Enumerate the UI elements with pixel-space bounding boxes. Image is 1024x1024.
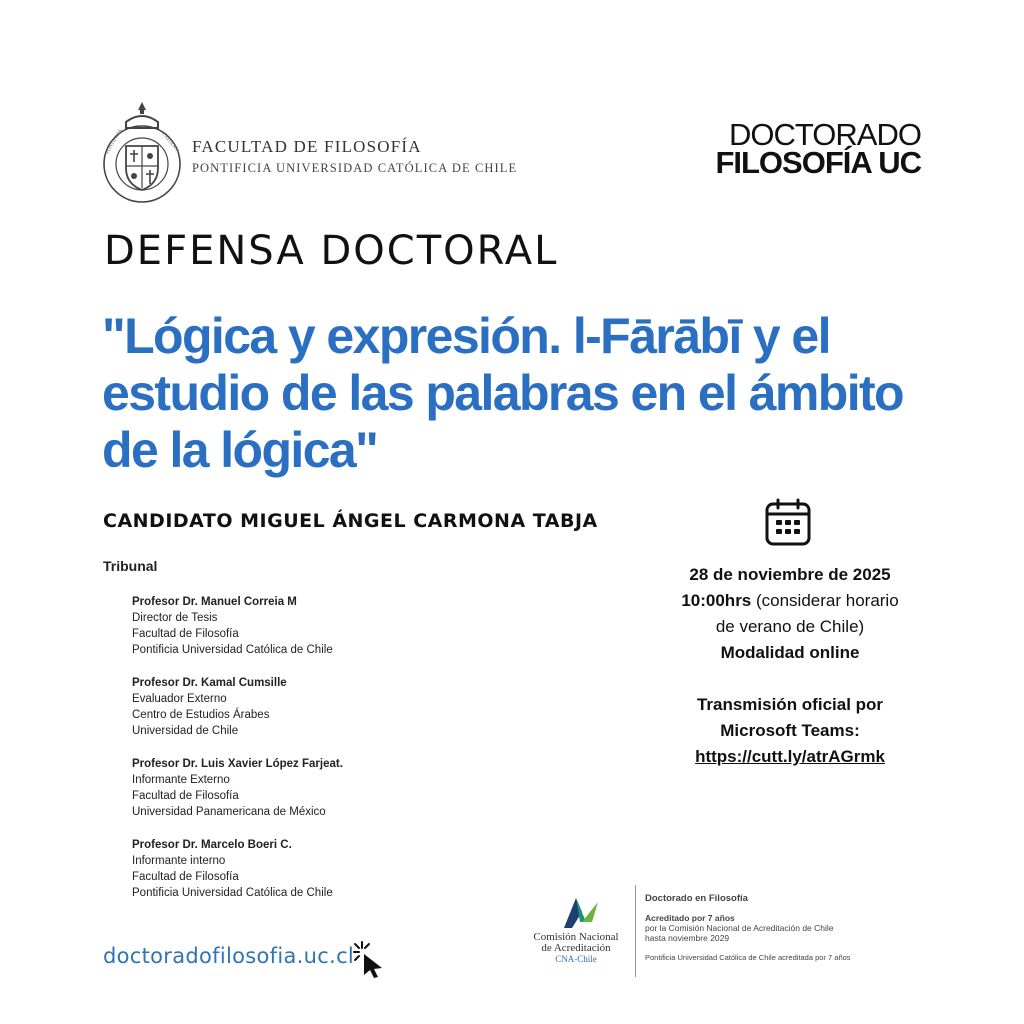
- event-time-line: [650, 588, 930, 614]
- faculty-logo: [100, 100, 517, 208]
- footer-divider: [635, 885, 636, 977]
- university-seal-icon: [100, 100, 184, 208]
- thesis-title: "Lógica y expresión. l-Fārābī y el estudio de las palabras en el ámbito de la lógica": [102, 308, 903, 478]
- accreditation-program: Doctorado en Filosofía: [645, 893, 748, 904]
- member-affiliation: Facultad de Filosofía: [132, 790, 239, 802]
- accreditation-years: Acreditado por 7 años: [645, 913, 735, 923]
- member-role: Informante interno: [132, 855, 226, 867]
- page-heading: DEFENSA DOCTORAL: [104, 228, 559, 274]
- cna-name-line-1: Comisión Nacional: [533, 931, 619, 943]
- event-time-note-2: de verano de Chile): [715, 617, 865, 636]
- event-modality: Modalidad online: [720, 643, 860, 662]
- tribunal-member: [132, 837, 552, 901]
- member-name: Profesor Dr. Manuel Correia M: [132, 596, 297, 608]
- brand-line-1: DOCTORADO: [729, 117, 921, 152]
- event-time-note: (considerar horario: [751, 591, 899, 610]
- tribunal-member: [132, 594, 552, 658]
- accreditation-block: [645, 893, 895, 962]
- candidate-name: CANDIDATO MIGUEL ÁNGEL CARMONA TABJA: [103, 510, 598, 532]
- member-affiliation: Facultad de Filosofía: [132, 628, 239, 640]
- website-link[interactable]: doctoradofilosofia.uc.cl: [103, 944, 355, 968]
- member-affiliation: Facultad de Filosofía: [132, 871, 239, 883]
- tribunal-label: Tribunal: [103, 558, 158, 574]
- member-name: Profesor Dr. Luis Xavier López Farjeat.: [132, 758, 343, 770]
- cna-name-line-2: de Acreditación: [541, 942, 611, 954]
- accreditation-until: hasta noviembre 2029: [645, 933, 730, 943]
- transmission-platform: Microsoft Teams:: [720, 721, 860, 740]
- tribunal-member: [132, 675, 552, 739]
- accreditation-university: Pontificia Universidad Católica de Chile acreditada por 7 años: [645, 953, 851, 962]
- program-brand: [715, 117, 921, 180]
- transmission-label: Transmisión oficial por: [696, 695, 884, 714]
- cna-acronym: CNA-Chile: [555, 954, 597, 964]
- tribunal-member: [132, 756, 552, 820]
- member-affiliation: Centro de Estudios Árabes: [132, 709, 270, 721]
- member-institution: Universidad de Chile: [132, 725, 239, 737]
- cna-logo-icon: [546, 892, 606, 932]
- faculty-name: FACULTAD DE FILOSOFÍA: [192, 136, 422, 156]
- cursor-click-icon: [352, 940, 386, 980]
- svg-text:CATOLICA: CATOLICA: [160, 132, 181, 155]
- member-name: Profesor Dr. Kamal Cumsille: [132, 677, 287, 689]
- brand-line-2: FILOSOFÍA UC: [715, 145, 921, 180]
- member-institution: Pontificia Universidad Católica de Chile: [132, 887, 333, 899]
- member-institution: Pontificia Universidad Católica de Chile: [132, 644, 333, 656]
- event-details: [650, 562, 930, 770]
- tribunal-list: [132, 594, 552, 918]
- member-role: Director de Tesis: [132, 612, 218, 624]
- accreditation-agency: por la Comisión Nacional de Acreditación de Chile: [645, 923, 834, 933]
- member-role: Informante Externo: [132, 774, 230, 786]
- member-role: Evaluador Externo: [132, 693, 227, 705]
- member-institution: Universidad Panamericana de México: [132, 806, 326, 818]
- event-time: 10:00hrs: [681, 591, 752, 610]
- cna-badge: [528, 892, 624, 964]
- svg-text:PONTIFICIA: PONTIFICIA: [105, 128, 124, 155]
- meeting-link[interactable]: https://cutt.ly/atrAGrmk: [695, 747, 885, 766]
- calendar-icon: [765, 498, 811, 546]
- event-date: 28 de noviembre de 2025: [689, 565, 891, 584]
- university-name: PONTIFICIA UNIVERSIDAD CATÓLICA DE CHILE: [192, 160, 518, 175]
- member-name: Profesor Dr. Marcelo Boeri C.: [132, 839, 292, 851]
